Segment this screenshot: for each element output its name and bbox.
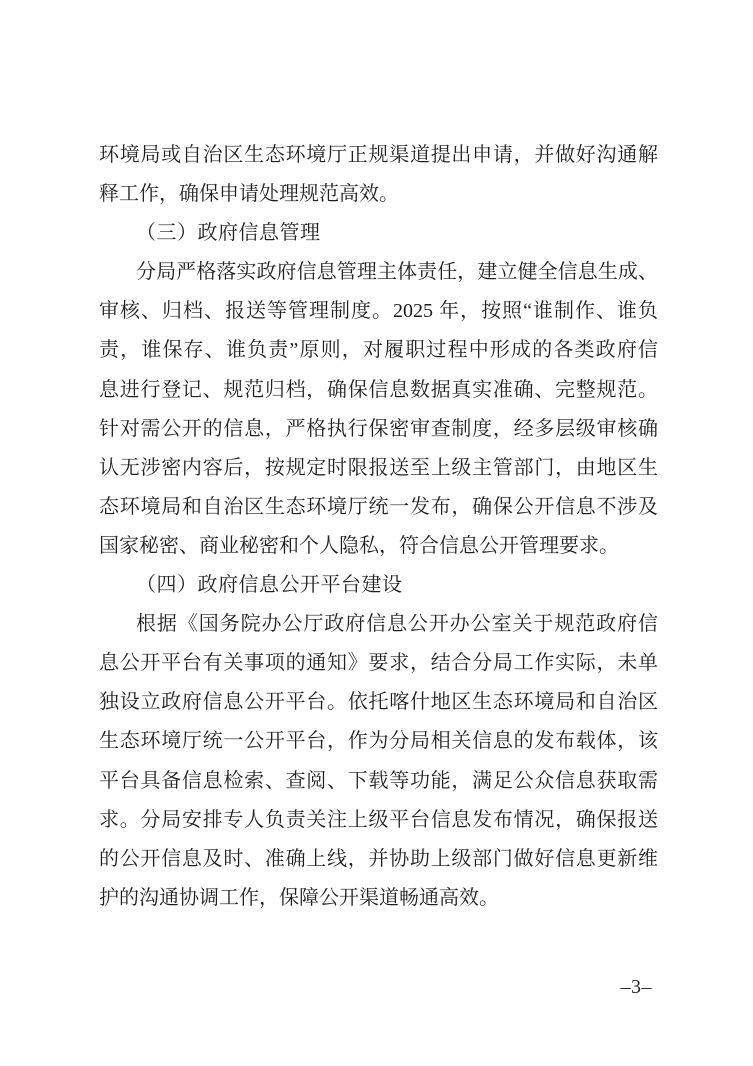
text-line: 认无涉密内容后，按规定时限报送至上级主管部门，由地区生: [99, 456, 658, 479]
text-line: 的公开信息及时、准确上线，并协助上级部门做好信息更新维: [99, 847, 658, 870]
text-line: 责，谁保存、谁负责”原则，对履职过程中形成的各类政府信: [99, 339, 658, 362]
text-line: 环境局或自治区生态环境厅正规渠道提出申请，并做好沟通解: [99, 144, 658, 166]
text-line: 态环境局和自治区生态环境厅统一发布，确保公开信息不涉及: [99, 495, 658, 518]
page-number: –3–: [620, 976, 652, 998]
text-line: 国家秘密、商业秘密和个人隐私，符合信息公开管理要求。: [99, 534, 619, 557]
text-line: 生态环境厅统一公开平台，作为分局相关信息的发布载体，该: [99, 730, 658, 753]
text-line: 释工作，确保申请处理规范高效。: [99, 183, 399, 206]
text-line: 护的沟通协调工作，保障公开渠道畅通高效。: [99, 886, 499, 909]
text-line: 息进行登记、规范归档，确保信息数据真实准确、完整规范。: [99, 378, 658, 401]
text-line: 针对需公开的信息，严格执行保密审查制度，经多层级审核确: [99, 417, 658, 440]
text-line: 平台具备信息检索、查阅、下载等功能，满足公众信息获取需: [99, 769, 658, 792]
text-line: 审核、归档、报送等管理制度。2025 年，按照“谁制作、谁负: [99, 300, 658, 323]
document-body: [99, 136, 658, 918]
text-line: 息公开平台有关事项的通知》要求，结合分局工作实际，未单: [99, 652, 658, 675]
section-heading: （三）政府信息管理: [136, 222, 321, 245]
text-line: 根据《国务院办公厅政府信息公开办公室关于规范政府信: [136, 613, 658, 636]
text-line: 求。分局安排专人负责关注上级平台信息发布情况，确保报送: [99, 808, 658, 831]
section-heading: （四）政府信息公开平台建设: [136, 574, 403, 597]
text-line: 分局严格落实政府信息管理主体责任，建立健全信息生成、: [136, 261, 658, 284]
text-line: 独设立政府信息公开平台。依托喀什地区生态环境局和自治区: [99, 691, 658, 714]
